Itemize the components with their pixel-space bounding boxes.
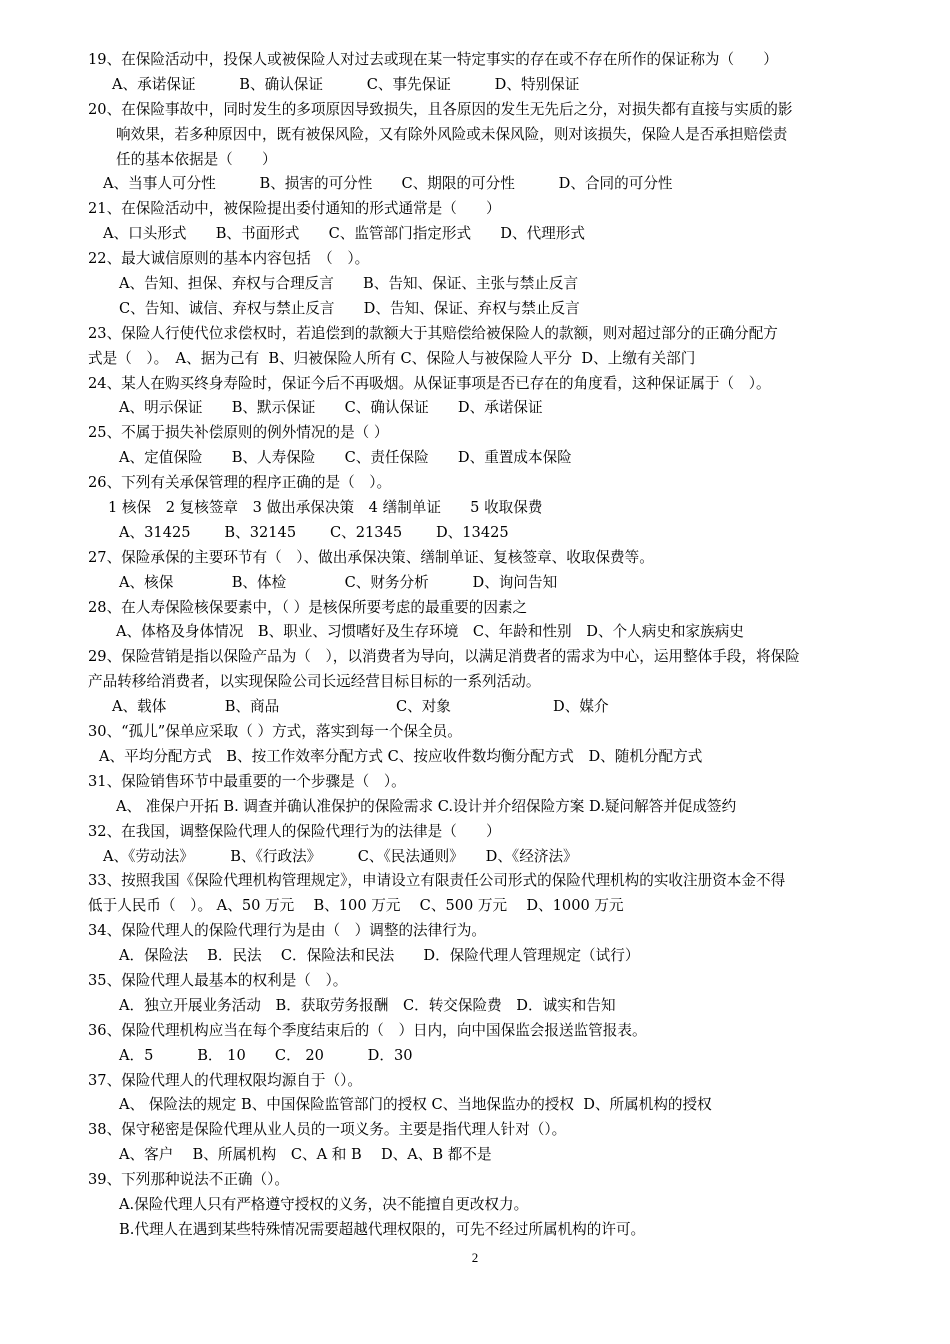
question-26: 26、下列有关承保管理的程序正确的是（ ）。 (88, 474, 392, 492)
question-23-options: 式是（ ）。 A、据为己有 B、归被保险人所有 C、保险人与被保险人平分 D、上缴有关部门 (88, 349, 696, 367)
question-20-cont-2: 任的基本依据是（ ） (116, 150, 277, 168)
question-27: 27、保险承保的主要环节有（ ）、做出承保决策、缮制单证、复核签章、收取保费等。 (88, 548, 654, 566)
options-20: A、当事人可分性 B、损害的可分性 C、期限的可分性 D、合同的可分性 (103, 175, 673, 193)
options-21: A、口头形式 B、书面形式 C、监管部门指定形式 D、代理形式 (103, 225, 585, 243)
options-26: A、31425 B、32145 C、21345 D、13425 (119, 523, 509, 541)
options-22-ab: A、告知、担保、弃权与合理反言 B、告知、保证、主张与禁止反言 (119, 275, 579, 293)
question-38: 38、保守秘密是保险代理从业人员的一项义务。主要是指代理人针对（）。 (88, 1121, 567, 1139)
options-37: A、 保险法的规定 B、中国保险监管部门的授权 C、当地保监办的授权 D、所属机构的授权 (119, 1096, 712, 1114)
question-37: 37、保险代理人的代理权限均源自于（）。 (88, 1071, 362, 1089)
question-21: 21、在保险活动中，被保险提出委付通知的形式通常是（ ） (88, 200, 501, 218)
question-31: 31、保险销售环节中最重要的一个步骤是（ ）。 (88, 772, 406, 790)
question-30: 30、“孤儿”保单应采取（ ）方式，落实到每一个保全员。 (88, 723, 462, 741)
question-32: 32、在我国，调整保险代理人的保险代理行为的法律是（ ） (88, 822, 501, 840)
question-39: 39、下列那种说法不正确（）。 (88, 1171, 289, 1189)
options-28: A、体格及身体情况 B、职业、习惯嗜好及生存环境 C、年龄和性别 D、个人病史和家族病史 (116, 623, 744, 641)
page-number: 2 (471, 1250, 479, 1265)
question-28: 28、在人寿保险核保要素中，（ ）是核保所要考虑的最重要的因素之 (88, 598, 528, 616)
options-22-cd: C、告知、诚信、弃权与禁止反言 D、告知、保证、弃权与禁止反言 (119, 299, 580, 317)
question-22: 22、最大诚信原则的基本内容包括 （ ）。 (88, 250, 370, 268)
question-35: 35、保险代理人最基本的权利是（ ）。 (88, 971, 348, 989)
question-24: 24、某人在购买终身寿险时，保证今后不再吸烟。从保证事项是否已存在的角度看，这种保证属于（ ）。 (88, 374, 771, 392)
options-30: A、平均分配方式 B、按工作效率分配方式 C、按应收件数均衡分配方式 D、随机分配方式 (99, 747, 703, 765)
question-33-options: 低于人民币（ ）。 A、50 万元 B、100 万元 C、500 万元 D、1000 万元 (88, 897, 624, 915)
question-20: 20、在保险事故中，同时发生的多项原因导致损失，且各原因的发生无先后之分，对损失都有直接与实质的影 (88, 100, 793, 118)
options-24: A、明示保证 B、默示保证 C、确认保证 D、承诺保证 (119, 399, 543, 417)
question-19: 19、在保险活动中，投保人或被保险人对过去或现在某一特定事实的存在或不存在所作的保证称为（ ） (88, 51, 778, 68)
options-29: A、载体 B、商品 C、对象 D、媒介 (112, 698, 609, 716)
options-39-a: A.保险代理人只有严格遵守授权的义务，决不能擅自更改权力。 (119, 1195, 529, 1213)
options-27: A、核保 B、体检 C、财务分析 D、询问告知 (119, 573, 558, 591)
options-36: A．5 B． 10 C． 20 D．30 (119, 1046, 413, 1064)
question-20-cont-1: 响效果，若多种原因中，既有被保风险，又有除外风险或未保风险，则对该损失，保险人是否承担赔偿责 (116, 125, 788, 143)
options-31: A、 准保户开拓 B. 调查并确认准保护的保险需求 C.设计并介绍保险方案 D.疑问解答并促成签约 (116, 797, 737, 815)
question-25: 25、不属于损失补偿原则的例外情况的是（ ） (88, 424, 389, 442)
question-29: 29、保险营销是指以保险产品为（ ），以消费者为导向，以满足消费者的需求为中心，运用整体手段，将保险 (88, 648, 800, 666)
document-page (88, 48, 878, 1243)
options-34: A．保险法 B．民法 C．保险法和民法 D．保险代理人管理规定（试行） (119, 947, 640, 965)
question-34: 34、保险代理人的保险代理行为是由（ ）调整的法律行为。 (88, 922, 487, 940)
options-32: A、《劳动法》 B、《行政法》 C、《民法通则》 D、《经济法》 (103, 847, 578, 865)
options-38: A、客户 B、所属机构 C、A 和 B D、A、B 都不是 (119, 1146, 492, 1164)
question-26-steps: 1 核保 2 复核签章 3 做出承保决策 4 缮制单证 5 收取保费 (108, 499, 543, 517)
options-35: A．独立开展业务活动 B．获取劳务报酬 C．转交保险费 D．诚实和告知 (119, 996, 616, 1014)
question-23: 23、保险人行使代位求偿权时，若追偿到的款额大于其赔偿给被保险人的款额，则对超过部分的正确分配方 (88, 324, 778, 342)
options-19: A、承诺保证 B、确认保证 C、事先保证 D、特别保证 (112, 75, 580, 93)
options-39-b: B.代理人在遇到某些特殊情况需要超越代理权限的，可先不经过所属机构的许可。 (119, 1220, 646, 1238)
question-36: 36、保险代理机构应当在每个季度结束后的（ ）日内，向中国保监会报送监管报表。 (88, 1021, 647, 1039)
options-25: A、定值保险 B、人寿保险 C、责任保险 D、重置成本保险 (119, 449, 572, 467)
question-33: 33、按照我国《保险代理机构管理规定》，申请设立有限责任公司形式的保险代理机构的实收注册资本金不得 (88, 872, 786, 890)
question-29-cont: 产品转移给消费者，以实现保险公司长远经营目标目标的一系列活动。 (88, 673, 541, 691)
